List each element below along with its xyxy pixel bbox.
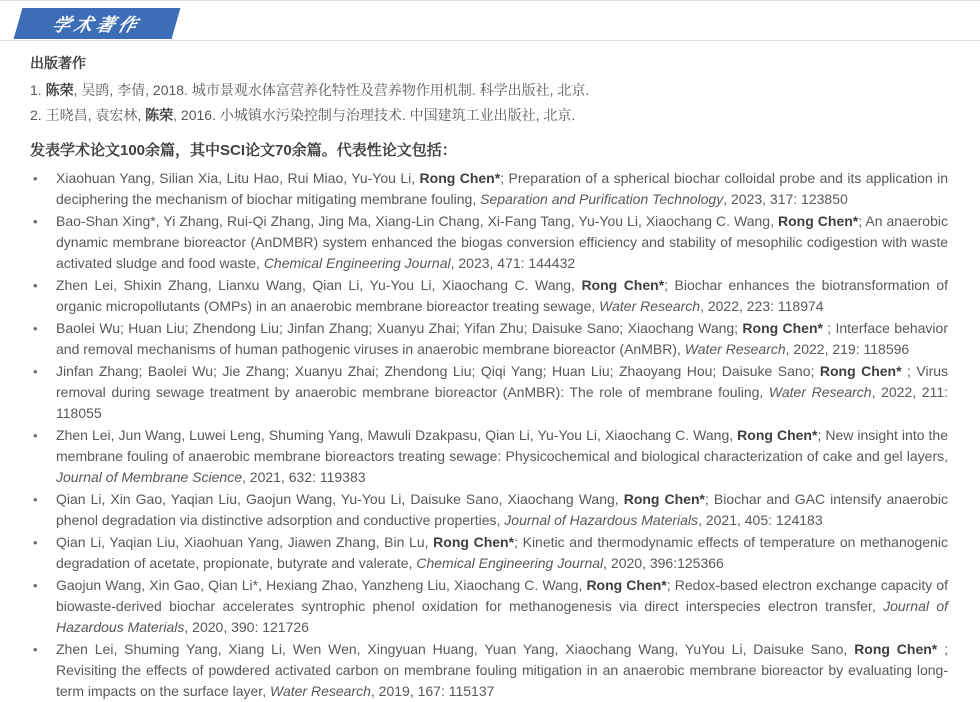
journal-name: Water Research [768, 384, 872, 400]
bullet-icon: • [33, 321, 38, 336]
text-segment: ; Revisiting the effects of powdered activated carbon on membrane fouling mitigation in an anaerobic membrane bioreactor by evaluating long-term impacts on the surface layer, [56, 641, 949, 699]
section-title: 学术著作 [49, 14, 144, 35]
text-segment: , 2020, 396:125366 [603, 555, 724, 571]
text-segment: ; Redox-based electron exchange capacity of biowaste-derived biochar accelerates syntrophic phenol oxidation for methanogenesis via direct interspecies electron transfer, [56, 577, 949, 614]
publication-text [56, 532, 948, 574]
highlighted-author: Rong Chen* [581, 277, 665, 293]
journal-name: Journal of Hazardous Materials [56, 598, 949, 635]
bullet-icon: • [33, 278, 38, 293]
content-area [0, 53, 980, 702]
text-segment: Zhen Lei, Jun Wang, Luwei Leng, Shuming Yang, Mawuli Dzakpasu, Qian Li, Yu-You Li, Xiaochang C. Wang, [56, 427, 738, 443]
text-segment: Qian Li, Xin Gao, Yaqian Liu, Gaojun Wang, Yu-You Li, Daisuke Sano, Xiaochang Wang, [56, 491, 624, 507]
book-item [30, 78, 948, 103]
highlighted-author: Rong Chen* [419, 170, 501, 186]
book-item [30, 103, 948, 128]
text-segment: ; Virus removal during sewage treatment by anaerobic membrane bioreactor (AnMBR): The role of membrane fouling, [56, 363, 949, 400]
bullet-icon: • [33, 428, 38, 443]
section-header [0, 1, 980, 41]
publication-text [56, 318, 948, 360]
text-segment: Baolei Wu; Huan Liu; Zhendong Liu; Jinfan Zhang; Xuanyu Zhai; Yifan Zhu; Daisuke Sano; Xiaochang Wang; [56, 320, 743, 336]
bullet-icon: • [33, 214, 38, 229]
text-segment: , 2021, 405: 124183 [698, 512, 823, 528]
highlighted-author: Rong Chen* [854, 641, 938, 657]
publication-text [56, 275, 948, 317]
journal-name: Journal of Membrane Science [56, 469, 242, 485]
publication-item [30, 575, 948, 638]
publication-text [56, 425, 948, 488]
text-segment: , 2023, 317: 123850 [723, 191, 848, 207]
publication-text [56, 489, 948, 531]
journal-name: Chemical Engineering Journal [416, 555, 604, 571]
publication-item [30, 532, 948, 574]
books-heading: 出版著作 [30, 55, 86, 71]
publication-item [30, 318, 948, 360]
text-segment: ; Preparation of a spherical biochar colloidal probe and its application in deciphering the mechanism of biochar mitigating membrane fouling, [56, 170, 949, 207]
bullet-icon: • [33, 171, 38, 186]
text-segment: , 2020, 390: 121726 [184, 619, 309, 635]
highlighted-author: Rong Chen* [586, 577, 667, 593]
publications-list [30, 168, 948, 702]
text-segment: ; Biochar and GAC intensify anaerobic phenol degradation via distinctive adsorption and conductive properties, [56, 491, 948, 528]
publication-text [56, 575, 948, 638]
journal-name: Water Research [684, 341, 786, 357]
highlighted-author: Rong Chen* [623, 491, 705, 507]
publication-item [30, 168, 948, 210]
section-banner [14, 8, 181, 39]
text-segment: ; Interface behavior and removal mechanisms of human pathogenic viruses in anaerobic membrane bioreactor (AnMBR), [56, 320, 948, 357]
text-segment: ; New insight into the membrane fouling of anaerobic membrane bioreactors treating sewage: Physicochemical and biological characterization of cake and gel layers, [56, 427, 948, 464]
text-segment: , 2022, 223: 118974 [700, 298, 824, 314]
text-segment: ; Kinetic and thermodynamic effects of temperature on methanogenic degradation of acetate, propionate, butyrate and valerate, [56, 534, 948, 571]
highlighted-author: Rong Chen* [433, 534, 515, 550]
journal-name: Water Research [269, 683, 371, 699]
text-segment: Zhen Lei, Shixin Zhang, Lianxu Wang, Qian Li, Yu-You Li, Xiaochang C. Wang, [56, 277, 582, 293]
text-segment: 2. 王晓昌, 袁宏林, [30, 107, 146, 123]
text-segment: , 2021, 632: 119383 [242, 469, 366, 485]
text-segment: , 2016. 小城镇水污染控制与治理技术. 中国建筑工业出版社, 北京. [173, 107, 576, 123]
publication-item [30, 275, 948, 317]
text-segment: , 2019, 167: 115137 [370, 683, 495, 699]
text-segment: Bao-Shan Xing*, Yi Zhang, Rui-Qi Zhang, Jing Ma, Xiang-Lin Chang, Xi-Fang Tang, Yu-You Li, Xiaochang C. Wang, [56, 213, 778, 229]
text-segment: Xiaohuan Yang, Silian Xia, Litu Hao, Rui Miao, Yu-You Li, [56, 170, 420, 186]
text-segment: Qian Li, Yaqian Liu, Xiaohuan Yang, Jiawen Zhang, Bin Lu, [56, 534, 434, 550]
text-segment: ; Biochar enhances the biotransformation of organic micropollutants (OMPs) in an anaerobic membrane bioreactor treating sewage, [56, 277, 948, 314]
bullet-icon: • [33, 642, 38, 657]
publication-text [56, 168, 948, 210]
text-segment: , 2022, 211: 118055 [56, 384, 948, 421]
text-segment: , 吴鹍, 李倩, 2018. 城市景观水体富营养化特性及营养物作用机制. 科学出版社, 北京. [73, 82, 590, 98]
publication-item [30, 425, 948, 488]
bullet-icon: • [33, 535, 38, 550]
publication-item [30, 361, 948, 424]
highlighted-author: Rong Chen* [737, 427, 818, 443]
text-segment: , 2022, 219: 118596 [785, 341, 910, 357]
text-segment: 1. [30, 82, 46, 98]
books-list [30, 78, 948, 128]
highlighted-author: Rong Chen* [778, 213, 859, 229]
journal-name: Chemical Engineering Journal [263, 255, 451, 271]
publication-item [30, 489, 948, 531]
text-segment: , 2023, 471: 144432 [450, 255, 576, 271]
journal-name: Journal of Hazardous Materials [504, 512, 699, 528]
text-segment: Zhen Lei, Shuming Yang, Xiang Li, Wen Wen, Xingyuan Huang, Yuan Yang, Xiaochang Wang, YuYou Li, Daisuke Sano, [56, 641, 855, 657]
publication-item [30, 639, 948, 702]
text-segment: Gaojun Wang, Xin Gao, Qian Li*, Hexiang Zhao, Yanzheng Liu, Xiaochang C. Wang, [56, 577, 587, 593]
bullet-icon: • [33, 364, 38, 379]
bullet-icon: • [33, 492, 38, 507]
publication-text [56, 211, 948, 274]
text-segment: Jinfan Zhang; Baolei Wu; Jie Zhang; Xuanyu Zhai; Zhendong Liu; Qiqi Yang; Huan Liu; Zhaoyang Hou; Daisuke Sano; [56, 363, 820, 379]
papers-heading: 发表学术论文100余篇，其中SCI论文70余篇。代表性论文包括： [30, 142, 457, 159]
bullet-icon: • [33, 578, 38, 593]
highlighted-author: 陈荣 [145, 107, 174, 123]
journal-name: Water Research [599, 298, 701, 314]
publication-text [56, 361, 948, 424]
highlighted-author: Rong Chen* [819, 363, 902, 379]
publication-text [56, 639, 948, 702]
publication-item [30, 211, 948, 274]
journal-name: Separation and Purification Technology [480, 191, 724, 207]
highlighted-author: 陈荣 [45, 82, 74, 98]
highlighted-author: Rong Chen* [742, 320, 823, 336]
text-segment: ; An anaerobic dynamic membrane bioreactor (AnDMBR) system enhanced the biogas conversion efficiency and stability of mesophilic codigestion with waste activated sludge and food waste, [56, 213, 948, 271]
